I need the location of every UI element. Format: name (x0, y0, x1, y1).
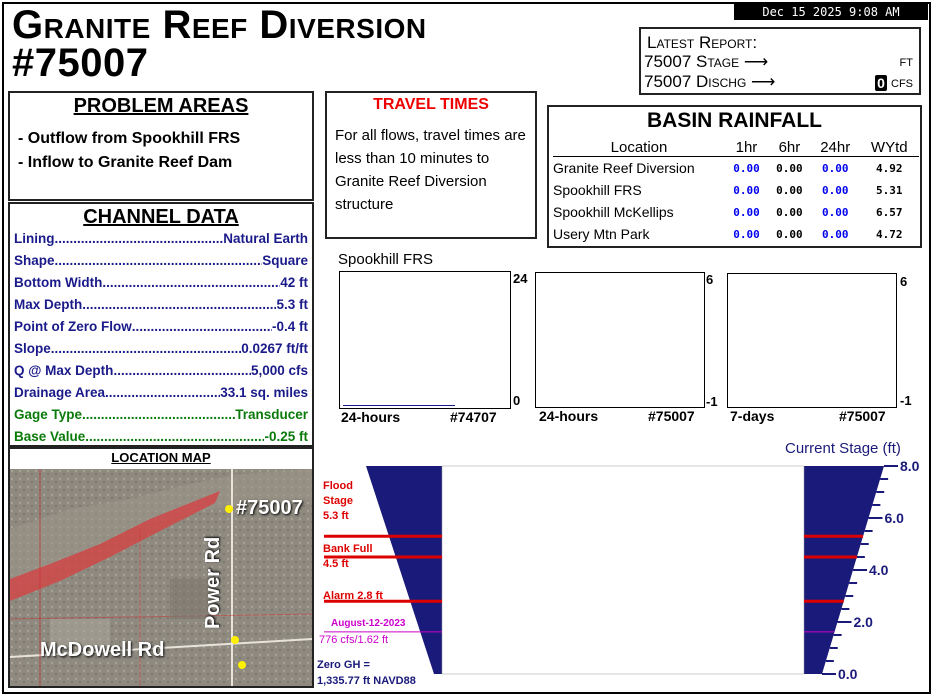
plot-period: 24-hours (341, 409, 401, 425)
stage-tick-label: 8.0 (900, 460, 920, 474)
road-label-mcdowell: McDowell Rd (40, 639, 165, 661)
plot-ymin: 0 (513, 393, 521, 408)
stage-tick-label: 2.0 (853, 614, 873, 630)
problem-item: - Inflow to Granite Reef Dam (18, 154, 233, 171)
stage-tick-label: 0.0 (838, 666, 858, 682)
dischg-unit: CFS (891, 78, 913, 90)
channel-row-base-value: Base Value ..... -0.25 ft (14, 429, 308, 444)
stage-gauge (316, 460, 930, 690)
plot-ymax: 6 (900, 274, 908, 289)
plot-ymin: -1 (706, 394, 718, 409)
channel-area (442, 466, 804, 674)
rainfall-table (553, 139, 919, 245)
dischg-label: 75007 Dischg (644, 72, 747, 91)
road-label-power: Power Rd (202, 536, 224, 629)
channel-row-lining: Lining ..... Natural Earth (14, 231, 308, 246)
road-marker (238, 661, 246, 669)
channel-data-panel (8, 202, 314, 447)
channel-row-slope: Slope ..... 0.0267 ft/ft (14, 341, 308, 356)
channel-row-shape: Shape ..... Square (14, 253, 308, 268)
zero-gh-label: Zero GH = 1,335.77 ft NAVD88 (317, 659, 416, 687)
bank-full-label: Bank Full 4.5 ft (323, 543, 373, 570)
latest-report-heading: Latest Report: (647, 33, 758, 52)
arrow-right-icon: ⟶ (743, 52, 769, 71)
channel-row-gage-type: Gage Type ..... Transducer (14, 407, 308, 422)
plot-granite-7d (727, 273, 897, 408)
channel-row-q-max: Q @ Max Depth ..... 5,000 cfs (14, 363, 308, 378)
channel-row-zero-flow: Point of Zero Flow ..... -0.4 ft (14, 319, 308, 334)
stage-label: 75007 Stage (644, 52, 740, 71)
channel-row-max-depth: Max Depth ..... 5.3 ft (14, 297, 308, 312)
title-line-1: Granite Reef Diversion (12, 3, 427, 47)
location-map-panel (8, 447, 314, 688)
timestamp: Dec 15 2025 9:08 AM (734, 4, 928, 20)
arrow-right-icon: ⟶ (751, 72, 776, 91)
problem-item: - Outflow from Spookhill FRS (18, 130, 241, 147)
column-header: WYtd (860, 139, 919, 157)
plot-period: 7-days (730, 408, 775, 424)
dischg-row (644, 72, 775, 92)
problem-areas-heading: PROBLEM AREAS (73, 95, 249, 117)
travel-times-heading: TRAVEL TIMES (373, 96, 489, 113)
plot-gage: #75007 (648, 408, 695, 424)
flood-stage-label: Flood Stage 5.3 ft (323, 480, 353, 522)
gage-label: #75007 (236, 497, 303, 519)
column-header: Location (553, 139, 725, 157)
plot-granite-24h (535, 272, 705, 408)
travel-times-panel (325, 91, 537, 239)
column-header: 1hr (725, 139, 768, 157)
location-map-heading: LOCATION MAP (10, 449, 312, 469)
channel-data-heading: CHANNEL DATA (83, 206, 239, 228)
plot-gage: #74707 (450, 409, 497, 425)
column-header: 24hr (811, 139, 860, 157)
gage-marker (225, 505, 233, 513)
rainfall-row: Spookhill FRS 0.00 0.00 0.00 5.31 (553, 182, 903, 198)
latest-report-panel (639, 27, 921, 95)
travel-times-body: For all flows, travel times are less than 10 minutes to Granite Reef Diversion structure (335, 127, 526, 213)
rainfall-row: Spookhill McKellips 0.00 0.00 0.00 6.57 (553, 204, 903, 220)
dischg-value: 0 (875, 75, 887, 91)
channel-row-bottom-width: Bottom Width ..... 42 ft (14, 275, 308, 290)
basin-rainfall-heading: BASIN RAINFALL (647, 109, 822, 132)
stage-row (644, 52, 768, 72)
stage-unit: FT (899, 57, 913, 69)
current-stage-heading: Current Stage (ft) (785, 440, 901, 457)
basin-rainfall-panel (547, 105, 922, 248)
column-header: 6hr (768, 139, 811, 157)
problem-areas-panel (8, 91, 314, 201)
plot-ymax: 24 (513, 271, 528, 286)
stage-tick-label: 4.0 (869, 562, 889, 578)
plot-ymin: -1 (900, 393, 912, 408)
plot-period: 24-hours (539, 408, 599, 424)
title-line-2: #75007 (12, 41, 149, 85)
record-date-label: August-12-2023 (331, 618, 406, 629)
stage-tick-label: 6.0 (884, 510, 904, 526)
rainfall-row: Usery Mtn Park 0.00 0.00 0.00 4.72 (553, 226, 903, 242)
plot-ymax: 6 (706, 272, 714, 287)
record-value-label: 776 cfs/1.62 ft (319, 634, 389, 646)
plot-gage: #75007 (839, 408, 886, 424)
page-title (12, 3, 427, 85)
rainfall-row: Granite Reef Diversion 0.00 0.00 0.00 4.92 (553, 160, 903, 176)
road-marker (231, 636, 239, 644)
rainfall-header-row (553, 139, 919, 157)
channel-row-drainage: Drainage Area ..... 33.1 sq. miles (14, 385, 308, 400)
alarm-label: Alarm 2.8 ft (323, 590, 383, 602)
plot-title: Spookhill FRS (338, 251, 434, 268)
plot-trace (343, 405, 455, 406)
plot-spookhill (339, 271, 511, 409)
